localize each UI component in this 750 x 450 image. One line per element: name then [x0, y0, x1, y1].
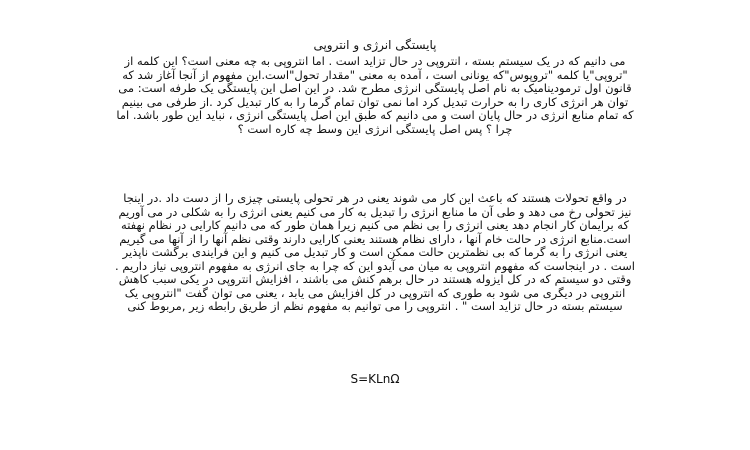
entropy-formula: S=KLnΩ — [350, 372, 400, 386]
paragraph-1: می دانیم که در یک سیستم بسته ، انتروپی در حال تزاید است . اما انتروپی به چه معنی است؟ این کلمه از "تروپی"یا کلمه "تروپوس"که یونانی است ، آمده به معنی "مقدار تحول"است.این مفهوم از آنجا آغاز شد که قانون اول ترمودینامیک به نام اصل پایستگی انرژی مطرح شد. در این اصل این پایستگی یک طرفه است: می توان هر انرژی کاری را به حرارت تبدیل کرد اما نمی توان تمام گرما را به کار تبدیل کرد .از طرفی می بینیم که تمام منابع انرژی در حال پایان است و می دانیم که طبق این اصل پایستگی انرژی ، نباید این طور باشد. اما چرا ؟ پس اصل پایستگی انرژی این وسط چه کاره است ؟ — [116, 54, 634, 136]
document-title: پایستگی انرژی و انتروپی — [313, 38, 437, 52]
paragraph-2: در واقع تحولات هستند که باعث این کار می شوند یعنی در هر تحولی پایستی چیزی را از دست داد .در اینجا نیز تحولی رخ می دهد و طی آن ما منابع انرژی را تبدیل به کار می کنیم یعنی انرژی را به شکلی در می آوریم که برایمان کار انجام دهد یعنی انرژی را بی نظم می کنیم زیرا همان طور که می دانیم کارایی در نظام نهفته است.منابع انرژی در حالت خام آنها ، دارای نظام هستند یعنی کارایی دارند وقتی نظم آنها را از آنها می گیریم یعنی انرژی را به گرما که بی نظمترین حالت ممکن است و کار تبدیل می کنیم و این فرایندی برگشت ناپذیر است . در اینجاست که مفهوم انتروپی به میان می آیدو این که چرا به جای انرژی به مفهوم انتروپی نیاز داریم . وقتی دو سیستم که در کل ایزوله هستند در حال برهم کنش می باشند ، افزایش انتروپی در یکی سبب کاهش انتروپی در دیگری می شود به طوری که انتروپی در کل افزایش می یابد ، یعنی می توان گفت "انتروپی یک سیستم بسته در حال تزاید است " . انتروپی را می توانیم به مفهوم نظم از طریق رابطه زیر ,مربوط کنی — [115, 191, 635, 313]
